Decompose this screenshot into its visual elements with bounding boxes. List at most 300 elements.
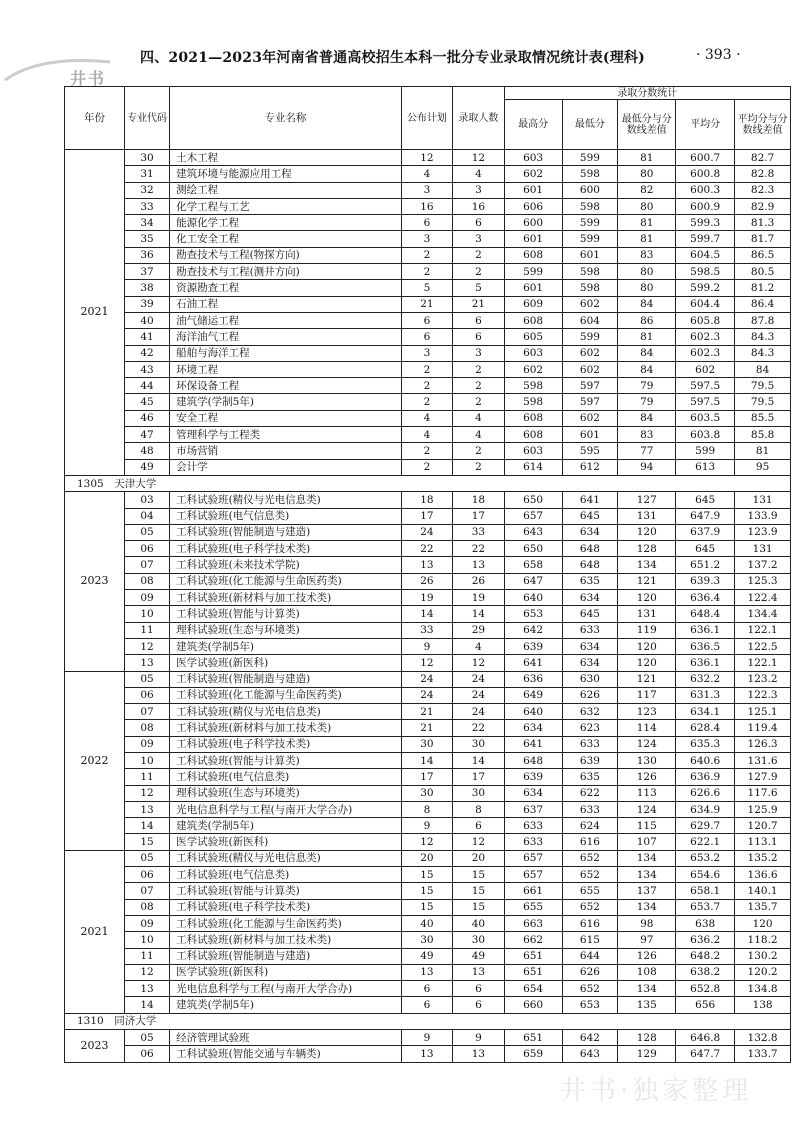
name-cell: 工科试验班(精仪与光电信息类)	[170, 850, 402, 866]
admitted-cell: 12	[453, 150, 504, 166]
name-cell: 管理科学与工程类	[170, 427, 402, 443]
max-cell: 598	[504, 394, 562, 410]
max-cell: 660	[504, 997, 562, 1013]
table-row	[65, 329, 791, 345]
min-diff-cell: 81	[618, 215, 676, 231]
avg-cell: 603.8	[676, 427, 735, 443]
min-diff-cell: 131	[618, 606, 676, 622]
code-cell: 10	[125, 932, 170, 948]
name-cell: 工科试验班(智能与计算类)	[170, 606, 402, 622]
min-diff-cell: 83	[618, 247, 676, 263]
avg-cell: 599.2	[676, 280, 735, 296]
max-cell: 601	[504, 182, 562, 198]
min-cell: 634	[562, 655, 618, 671]
plan-cell: 40	[401, 915, 452, 931]
max-cell: 614	[504, 459, 562, 475]
min-cell: 648	[562, 541, 618, 557]
avg-cell: 632.2	[676, 671, 735, 687]
avg-diff-cell: 131	[735, 541, 791, 557]
table-row	[65, 264, 791, 280]
name-cell: 油气储运工程	[170, 312, 402, 328]
min-diff-cell: 134	[618, 981, 676, 997]
min-cell: 642	[562, 1030, 618, 1046]
plan-cell: 30	[401, 932, 452, 948]
max-cell: 639	[504, 769, 562, 785]
code-cell: 08	[125, 899, 170, 915]
table-row	[65, 981, 791, 997]
admitted-cell: 26	[453, 573, 504, 589]
code-cell: 05	[125, 850, 170, 866]
min-diff-cell: 135	[618, 997, 676, 1013]
max-cell: 651	[504, 948, 562, 964]
min-diff-cell: 130	[618, 752, 676, 768]
code-cell: 06	[125, 541, 170, 557]
table-row	[65, 867, 791, 883]
avg-diff-cell: 125.1	[735, 704, 791, 720]
code-cell: 31	[125, 166, 170, 182]
min-cell: 635	[562, 573, 618, 589]
name-cell: 海洋油气工程	[170, 329, 402, 345]
plan-cell: 19	[401, 590, 452, 606]
code-cell: 09	[125, 590, 170, 606]
admitted-cell: 6	[453, 997, 504, 1013]
admitted-cell: 33	[453, 524, 504, 540]
code-cell: 07	[125, 704, 170, 720]
code-cell: 03	[125, 492, 170, 508]
avg-cell: 653.7	[676, 899, 735, 915]
min-diff-cell: 84	[618, 410, 676, 426]
max-cell: 640	[504, 590, 562, 606]
min-diff-cell: 120	[618, 655, 676, 671]
table-body	[65, 150, 791, 1063]
plan-cell: 49	[401, 948, 452, 964]
admitted-cell: 24	[453, 671, 504, 687]
admitted-cell: 6	[453, 329, 504, 345]
plan-cell: 6	[401, 215, 452, 231]
avg-diff-cell: 117.6	[735, 785, 791, 801]
avg-cell: 634.9	[676, 801, 735, 817]
table-row	[65, 638, 791, 654]
university-row	[65, 1013, 791, 1029]
name-cell: 工科试验班(化工能源与生命医药类)	[170, 573, 402, 589]
max-cell: 651	[504, 964, 562, 980]
admitted-cell: 14	[453, 606, 504, 622]
min-diff-cell: 124	[618, 736, 676, 752]
avg-diff-cell: 133.7	[735, 1046, 791, 1062]
avg-cell: 647.7	[676, 1046, 735, 1062]
avg-diff-cell: 134.4	[735, 606, 791, 622]
avg-diff-cell: 130.2	[735, 948, 791, 964]
plan-cell: 2	[401, 443, 452, 459]
admitted-cell: 16	[453, 198, 504, 214]
code-cell: 41	[125, 329, 170, 345]
name-cell: 工科试验班(智能与计算类)	[170, 752, 402, 768]
min-cell: 622	[562, 785, 618, 801]
code-cell: 12	[125, 785, 170, 801]
plan-cell: 13	[401, 964, 452, 980]
code-cell: 30	[125, 150, 170, 166]
min-cell: 598	[562, 198, 618, 214]
avg-diff-cell: 82.8	[735, 166, 791, 182]
avg-cell: 602.3	[676, 345, 735, 361]
max-cell: 641	[504, 736, 562, 752]
avg-cell: 640.6	[676, 752, 735, 768]
avg-diff-cell: 138	[735, 997, 791, 1013]
max-cell: 608	[504, 312, 562, 328]
name-cell: 能源化学工程	[170, 215, 402, 231]
plan-cell: 3	[401, 182, 452, 198]
name-cell: 工科试验班(电子科学技术类)	[170, 899, 402, 915]
max-cell: 657	[504, 850, 562, 866]
min-diff-cell: 80	[618, 264, 676, 280]
avg-diff-cell: 122.4	[735, 590, 791, 606]
plan-cell: 13	[401, 557, 452, 573]
table-row	[65, 834, 791, 850]
name-cell: 工科试验班(电子科学技术类)	[170, 541, 402, 557]
max-cell: 657	[504, 508, 562, 524]
max-cell: 649	[504, 687, 562, 703]
max-cell: 653	[504, 606, 562, 622]
avg-cell: 646.8	[676, 1030, 735, 1046]
avg-cell: 651.2	[676, 557, 735, 573]
table-row	[65, 883, 791, 899]
avg-cell: 658.1	[676, 883, 735, 899]
min-cell: 652	[562, 899, 618, 915]
header-avg-diff: 平均分与分数线差值	[735, 100, 791, 150]
name-cell: 石油工程	[170, 296, 402, 312]
max-cell: 648	[504, 752, 562, 768]
min-diff-cell: 86	[618, 312, 676, 328]
admitted-cell: 13	[453, 1046, 504, 1062]
name-cell: 化工安全工程	[170, 231, 402, 247]
name-cell: 建筑类(学制5年)	[170, 818, 402, 834]
avg-diff-cell: 134.8	[735, 981, 791, 997]
min-cell: 645	[562, 606, 618, 622]
table-row	[65, 720, 791, 736]
avg-diff-cell: 123.9	[735, 524, 791, 540]
admitted-cell: 12	[453, 655, 504, 671]
min-cell: 599	[562, 329, 618, 345]
min-diff-cell: 84	[618, 361, 676, 377]
min-cell: 616	[562, 915, 618, 931]
admitted-cell: 24	[453, 687, 504, 703]
min-cell: 633	[562, 622, 618, 638]
table-row	[65, 964, 791, 980]
year-cell: 2022	[65, 671, 125, 850]
code-cell: 45	[125, 394, 170, 410]
name-cell: 工科试验班(精仪与光电信息类)	[170, 704, 402, 720]
table-row	[65, 1030, 791, 1046]
min-diff-cell: 120	[618, 638, 676, 654]
code-cell: 33	[125, 198, 170, 214]
name-cell: 工科试验班(智能制造与建造)	[170, 948, 402, 964]
min-cell: 612	[562, 459, 618, 475]
name-cell: 安全工程	[170, 410, 402, 426]
header-plan: 公布计划	[401, 87, 452, 150]
code-cell: 43	[125, 361, 170, 377]
admitted-cell: 21	[453, 296, 504, 312]
avg-cell: 599.7	[676, 231, 735, 247]
avg-diff-cell: 84.3	[735, 329, 791, 345]
table-row	[65, 361, 791, 377]
admitted-cell: 15	[453, 899, 504, 915]
header-code: 专业代码	[125, 87, 170, 150]
code-cell: 15	[125, 834, 170, 850]
avg-diff-cell: 79.5	[735, 394, 791, 410]
avg-cell: 599	[676, 443, 735, 459]
admitted-cell: 4	[453, 638, 504, 654]
name-cell: 光电信息科学与工程(与南开大学合办)	[170, 801, 402, 817]
min-diff-cell: 124	[618, 801, 676, 817]
table-row	[65, 997, 791, 1013]
avg-cell: 653.2	[676, 850, 735, 866]
admitted-cell: 4	[453, 410, 504, 426]
table-row	[65, 704, 791, 720]
code-cell: 13	[125, 655, 170, 671]
table-row	[65, 215, 791, 231]
avg-cell: 636.1	[676, 655, 735, 671]
plan-cell: 2	[401, 459, 452, 475]
max-cell: 634	[504, 720, 562, 736]
admitted-cell: 2	[453, 459, 504, 475]
admitted-cell: 2	[453, 247, 504, 263]
name-cell: 勘查技术与工程(测井方向)	[170, 264, 402, 280]
admitted-cell: 15	[453, 883, 504, 899]
max-cell: 639	[504, 638, 562, 654]
max-cell: 661	[504, 883, 562, 899]
table-row	[65, 769, 791, 785]
table-row	[65, 606, 791, 622]
min-diff-cell: 81	[618, 329, 676, 345]
code-cell: 35	[125, 231, 170, 247]
name-cell: 医学试验班(新医科)	[170, 655, 402, 671]
admitted-cell: 3	[453, 345, 504, 361]
table-row	[65, 231, 791, 247]
admitted-cell: 13	[453, 964, 504, 980]
plan-cell: 14	[401, 752, 452, 768]
code-cell: 37	[125, 264, 170, 280]
avg-cell: 631.3	[676, 687, 735, 703]
code-cell: 10	[125, 606, 170, 622]
plan-cell: 2	[401, 264, 452, 280]
admitted-cell: 4	[453, 427, 504, 443]
code-cell: 47	[125, 427, 170, 443]
max-cell: 601	[504, 231, 562, 247]
header-min: 最低分	[562, 100, 618, 150]
code-cell: 10	[125, 752, 170, 768]
max-cell: 658	[504, 557, 562, 573]
avg-diff-cell: 137.2	[735, 557, 791, 573]
avg-cell: 647.9	[676, 508, 735, 524]
max-cell: 598	[504, 378, 562, 394]
table-row	[65, 443, 791, 459]
avg-diff-cell: 122.1	[735, 622, 791, 638]
admitted-cell: 22	[453, 541, 504, 557]
avg-cell: 645	[676, 492, 735, 508]
plan-cell: 15	[401, 867, 452, 883]
avg-diff-cell: 140.1	[735, 883, 791, 899]
min-cell: 615	[562, 932, 618, 948]
admitted-cell: 15	[453, 867, 504, 883]
plan-cell: 22	[401, 541, 452, 557]
admission-table	[64, 86, 791, 1063]
plan-cell: 5	[401, 280, 452, 296]
max-cell: 633	[504, 818, 562, 834]
avg-diff-cell: 82.9	[735, 198, 791, 214]
avg-cell: 604.5	[676, 247, 735, 263]
avg-cell: 602.3	[676, 329, 735, 345]
table-row	[65, 557, 791, 573]
plan-cell: 15	[401, 899, 452, 915]
code-cell: 48	[125, 443, 170, 459]
code-cell: 44	[125, 378, 170, 394]
min-diff-cell: 113	[618, 785, 676, 801]
avg-diff-cell: 85.5	[735, 410, 791, 426]
plan-cell: 9	[401, 1030, 452, 1046]
min-cell: 633	[562, 736, 618, 752]
min-cell: 602	[562, 296, 618, 312]
avg-cell: 600.3	[676, 182, 735, 198]
avg-cell: 600.8	[676, 166, 735, 182]
min-diff-cell: 134	[618, 850, 676, 866]
max-cell: 602	[504, 361, 562, 377]
table-row	[65, 687, 791, 703]
avg-cell: 636.2	[676, 932, 735, 948]
avg-cell: 635.3	[676, 736, 735, 752]
min-diff-cell: 80	[618, 166, 676, 182]
university-name: 1305 天津大学	[65, 475, 791, 491]
min-diff-cell: 81	[618, 231, 676, 247]
admitted-cell: 2	[453, 394, 504, 410]
min-diff-cell: 129	[618, 1046, 676, 1062]
min-cell: 630	[562, 671, 618, 687]
plan-cell: 16	[401, 198, 452, 214]
min-diff-cell: 137	[618, 883, 676, 899]
avg-cell: 605.8	[676, 312, 735, 328]
admitted-cell: 30	[453, 785, 504, 801]
code-cell: 11	[125, 948, 170, 964]
min-diff-cell: 126	[618, 769, 676, 785]
min-diff-cell: 119	[618, 622, 676, 638]
code-cell: 05	[125, 524, 170, 540]
name-cell: 光电信息科学与工程(与南开大学合办)	[170, 981, 402, 997]
min-diff-cell: 79	[618, 378, 676, 394]
name-cell: 建筑学(学制5年)	[170, 394, 402, 410]
min-cell: 632	[562, 704, 618, 720]
max-cell: 608	[504, 410, 562, 426]
code-cell: 14	[125, 818, 170, 834]
code-cell: 09	[125, 736, 170, 752]
code-cell: 46	[125, 410, 170, 426]
name-cell: 会计学	[170, 459, 402, 475]
avg-cell: 645	[676, 541, 735, 557]
plan-cell: 17	[401, 769, 452, 785]
avg-diff-cell: 122.5	[735, 638, 791, 654]
min-cell: 655	[562, 883, 618, 899]
code-cell: 08	[125, 573, 170, 589]
min-diff-cell: 84	[618, 296, 676, 312]
code-cell: 14	[125, 997, 170, 1013]
admitted-cell: 24	[453, 704, 504, 720]
table-row	[65, 590, 791, 606]
name-cell: 工科试验班(智能制造与建造)	[170, 671, 402, 687]
table-row	[65, 671, 791, 687]
min-cell: 602	[562, 345, 618, 361]
code-cell: 08	[125, 720, 170, 736]
name-cell: 环保设备工程	[170, 378, 402, 394]
code-cell: 40	[125, 312, 170, 328]
admitted-cell: 5	[453, 280, 504, 296]
name-cell: 工科试验班(智能交通与车辆类)	[170, 1046, 402, 1062]
min-diff-cell: 117	[618, 687, 676, 703]
plan-cell: 21	[401, 704, 452, 720]
name-cell: 工科试验班(新材料与加工技术类)	[170, 932, 402, 948]
plan-cell: 2	[401, 361, 452, 377]
avg-diff-cell: 79.5	[735, 378, 791, 394]
max-cell: 642	[504, 622, 562, 638]
max-cell: 603	[504, 345, 562, 361]
min-diff-cell: 120	[618, 524, 676, 540]
min-diff-cell: 108	[618, 964, 676, 980]
avg-cell: 636.1	[676, 622, 735, 638]
plan-cell: 12	[401, 150, 452, 166]
avg-cell: 626.6	[676, 785, 735, 801]
name-cell: 资源勘查工程	[170, 280, 402, 296]
min-cell: 604	[562, 312, 618, 328]
max-cell: 650	[504, 492, 562, 508]
code-cell: 38	[125, 280, 170, 296]
university-name: 1310 同济大学	[65, 1013, 791, 1029]
admitted-cell: 4	[453, 166, 504, 182]
page-number: · 393 ·	[696, 47, 741, 63]
avg-diff-cell: 95	[735, 459, 791, 475]
plan-cell: 21	[401, 720, 452, 736]
code-cell: 39	[125, 296, 170, 312]
min-diff-cell: 82	[618, 182, 676, 198]
avg-diff-cell: 135.7	[735, 899, 791, 915]
table-row	[65, 736, 791, 752]
year-cell: 2023	[65, 492, 125, 671]
table-row	[65, 915, 791, 931]
plan-cell: 30	[401, 736, 452, 752]
name-cell: 理科试验班(生态与环境类)	[170, 785, 402, 801]
code-cell: 13	[125, 801, 170, 817]
table-row	[65, 801, 791, 817]
table-row	[65, 427, 791, 443]
avg-cell: 648.4	[676, 606, 735, 622]
table-row	[65, 150, 791, 166]
avg-diff-cell: 125.9	[735, 801, 791, 817]
avg-cell: 636.5	[676, 638, 735, 654]
max-cell: 659	[504, 1046, 562, 1062]
table-row	[65, 296, 791, 312]
name-cell: 工科试验班(电气信息类)	[170, 508, 402, 524]
max-cell: 640	[504, 704, 562, 720]
avg-cell: 634.1	[676, 704, 735, 720]
min-diff-cell: 128	[618, 541, 676, 557]
avg-diff-cell: 131	[735, 492, 791, 508]
min-cell: 648	[562, 557, 618, 573]
plan-cell: 2	[401, 394, 452, 410]
min-cell: 653	[562, 997, 618, 1013]
page-title: 四、2021—2023年河南省普通高校招生本科一批分专业录取情况统计表(理科)	[140, 50, 645, 66]
code-cell: 32	[125, 182, 170, 198]
min-diff-cell: 77	[618, 443, 676, 459]
name-cell: 理科试验班(生态与环境类)	[170, 622, 402, 638]
min-cell: 598	[562, 280, 618, 296]
avg-cell: 648.2	[676, 948, 735, 964]
max-cell: 599	[504, 264, 562, 280]
